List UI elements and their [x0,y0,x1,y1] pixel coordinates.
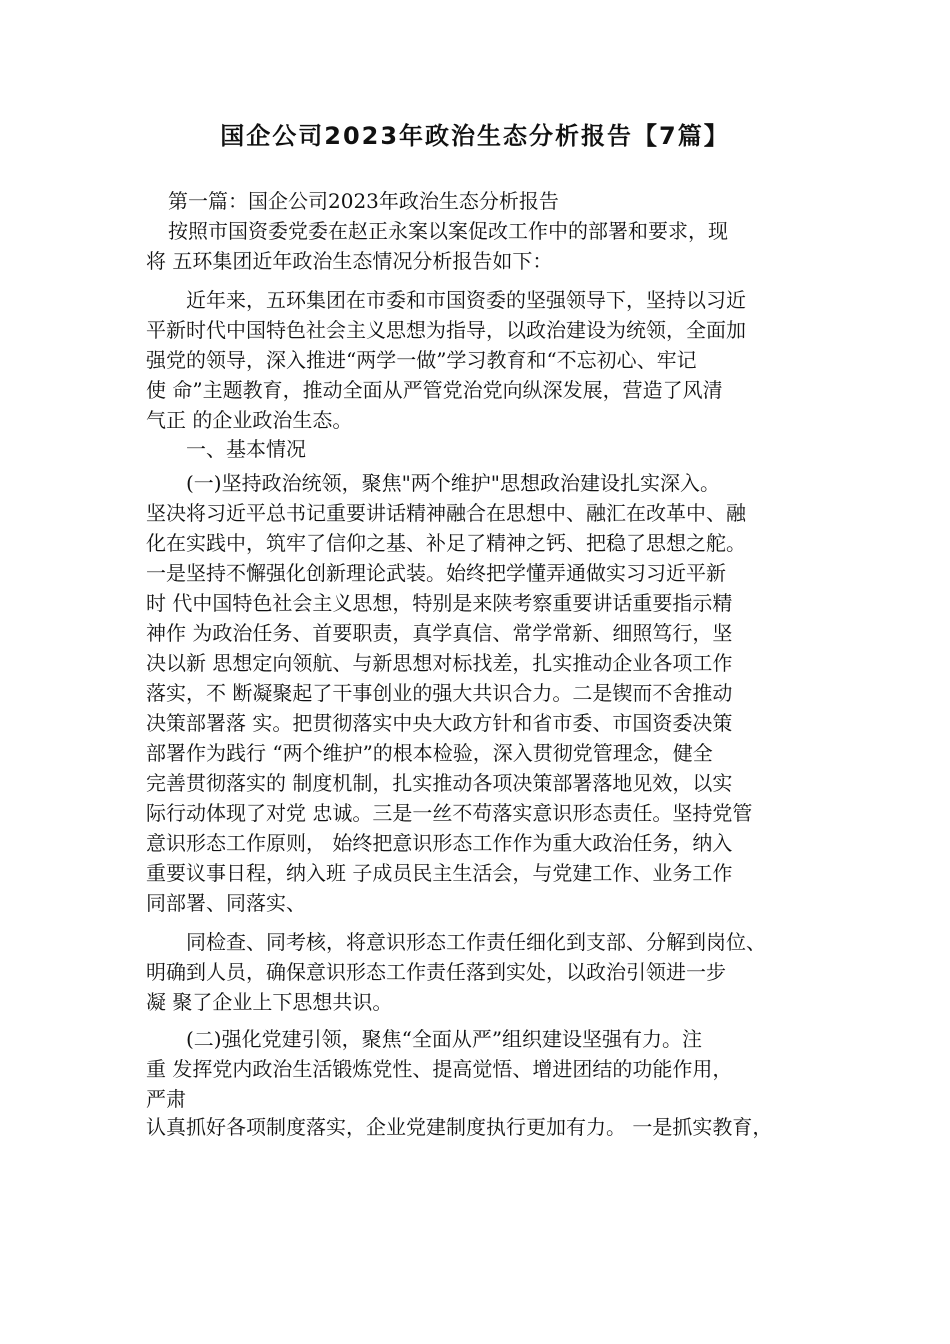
text-line: 意识形态工作原则， 始终把意识形态工作作为重大政治任务，纳入 [146,831,733,855]
text-line: 重要议事日程，纳入班 子成员民主生活会，与党建工作、业务工作 [146,861,733,885]
text-line: 神作 为政治任务、首要职责，真学真信、常学常新、细照笃行，坚 [146,621,733,645]
text-line: 平新时代中国特色社会主义思想为指导，以政治建设为统领，全面加 [146,318,746,342]
text-line: 完善贯彻落实的 制度机制，扎实推动各项决策部署落地见效，以实 [146,771,733,795]
text-line: 认真抓好各项制度落实，企业党建制度执行更加有力。 一是抓实教育， [146,1115,773,1139]
text-line: 严肃 [146,1087,186,1111]
text-line: 将 五环集团近年政治生态情况分析报告如下： [146,249,553,273]
check-paragraph [146,927,812,1017]
text-line: 凝 聚了企业上下思想共识。 [146,990,393,1014]
recent-years-paragraph [146,285,812,435]
text-line: 使 命”主题教育，推动全面从严管党治党向纵深发展，营造了风清 [146,378,723,402]
text-line: 近年来，五环集团在市委和市国资委的坚强领导下，坚持以习近 [186,288,746,312]
text-line: 决策部署落 实。把贯彻落实中央大政方针和省市委、市国资委决策 [146,711,733,735]
last-paragraph [146,1112,812,1142]
text-line: 强党的领导，深入推进“两学一做”学习教育和“不忘初心、牢记 [146,348,697,372]
text-line: (二)强化党建引领，聚焦“全面从严”组织建设坚强有力。注 [186,1027,703,1051]
document-title: 国企公司2023年政治生态分析报告【7篇】 [220,122,730,150]
text-line: 同检查、同考核，将意识形态工作责任细化到支部、分解到岗位、 [186,930,766,954]
text-line: 一是坚持不懈强化创新理论武装。始终把学懂弄通做实习习近平新 [146,561,726,585]
text-line: 同部署、同落实、 [146,891,306,915]
section-title: 一、基本情况 [186,437,306,461]
text-line: 化在实践中，筑牢了信仰之基、补足了精神之钙、把稳了思想之舵。 [146,531,746,555]
text-line: 坚决将习近平总书记重要讲话精神融合在思想中、融汇在改革中、融 [146,501,746,525]
text-line: 重 发挥党内政治生活锻炼党性、提高觉悟、增进团结的功能作用， [146,1057,733,1081]
section-heading-basic [146,434,812,464]
text-line: 部署作为践行 “两个维护”的根本检验，深入贯彻党管理念，健全 [146,741,713,765]
text-line: (一)坚持政治统领，聚焦"两个维护"思想政治建设扎实深入。 [186,471,721,495]
text-line: 第一篇：国企公司2023年政治生态分析报告 [168,189,559,213]
text-line: 按照市国资委党委在赵正永案以案促改工作中的部署和要求，现 [168,219,728,243]
text-line: 落实，不 断凝聚起了干事创业的强大共识合力。二是锲而不舍推动 [146,681,733,705]
intro-paragraph [146,186,812,276]
text-line: 时 代中国特色社会主义思想，特别是来陕考察重要讲话重要指示精 [146,591,733,615]
text-line: 决以新 思想定向领航、与新思想对标找差，扎实推动企业各项工作 [146,651,733,675]
text-line: 际行动体现了对党 忠诚。三是一丝不苟落实意识形态责任。坚持党管 [146,801,753,825]
section-two-paragraph [146,1024,812,1114]
text-line: 气正 的企业政治生态。 [146,408,353,432]
text-line: 明确到人员，确保意识形态工作责任落到实处，以政治引领进一步 [146,960,726,984]
section-one-paragraph [146,468,812,918]
